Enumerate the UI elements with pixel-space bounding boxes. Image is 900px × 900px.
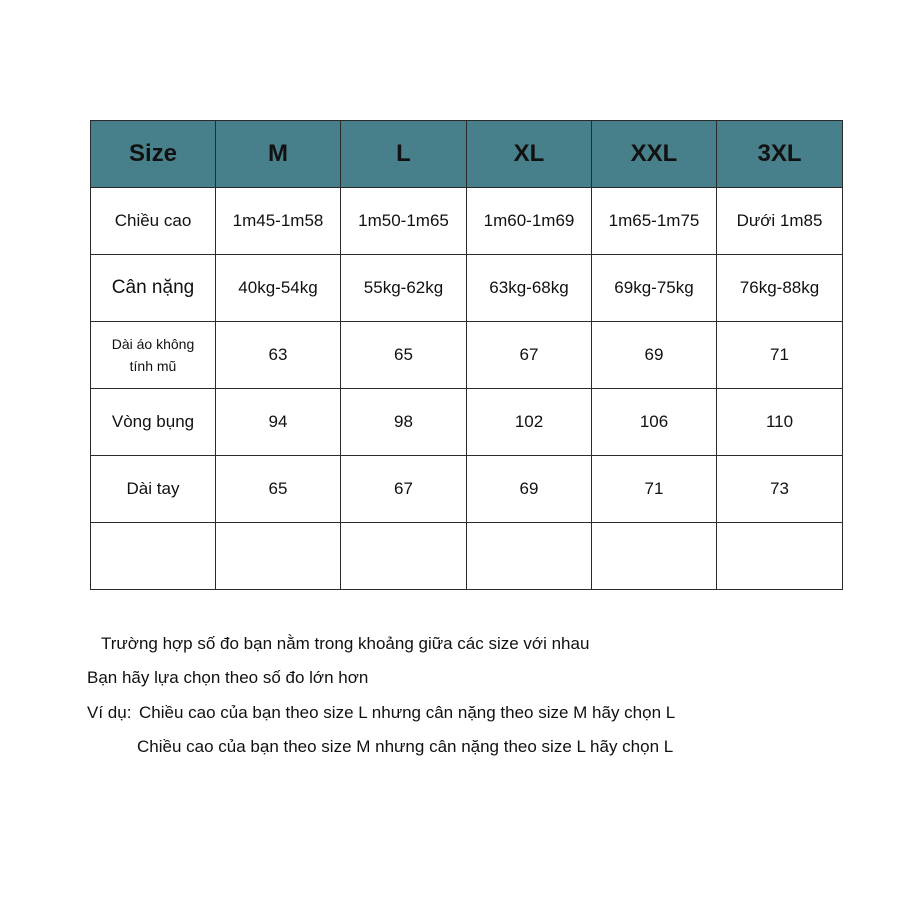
cell-value: 55kg-62kg — [341, 255, 467, 322]
cell-value: Dưới 1m85 — [717, 188, 843, 255]
cell-value: 1m50-1m65 — [341, 188, 467, 255]
cell-value: 106 — [592, 389, 717, 456]
row-weight — [91, 255, 843, 322]
header-row — [91, 121, 843, 188]
row-shirt-length — [91, 322, 843, 389]
row-label-shirt-length — [91, 322, 216, 389]
cell-value: 65 — [216, 456, 341, 523]
empty-cell — [341, 523, 467, 590]
header-size-m: M — [216, 121, 341, 188]
size-chart-table — [90, 120, 843, 590]
cell-value: 1m45-1m58 — [216, 188, 341, 255]
row-label-waist: Vòng bụng — [91, 389, 216, 456]
cell-value: 67 — [341, 456, 467, 523]
cell-value: 63kg-68kg — [467, 255, 592, 322]
empty-cell — [467, 523, 592, 590]
cell-value: 65 — [341, 322, 467, 389]
example-line-2: Chiều cao của bạn theo size M nhưng cân nặng theo size L hãy chọn L — [137, 737, 674, 756]
cell-value: 102 — [467, 389, 592, 456]
example-label: Ví dụ: — [87, 703, 132, 722]
header-size-l: L — [341, 121, 467, 188]
note-line-2: Bạn hãy lựa chọn theo số đo lớn hơn — [87, 668, 369, 687]
cell-value: 63 — [216, 322, 341, 389]
header-size-xxl: XXL — [592, 121, 717, 188]
row-label-line1: Dài áo không — [111, 336, 195, 352]
row-height — [91, 188, 843, 255]
cell-value: 67 — [467, 322, 592, 389]
cell-value: 69 — [592, 322, 717, 389]
cell-value: 69 — [467, 456, 592, 523]
cell-value: 40kg-54kg — [216, 255, 341, 322]
row-empty — [91, 523, 843, 590]
row-label-line2: tính mũ — [129, 358, 177, 374]
row-label-weight: Cân nặng — [91, 255, 216, 322]
cell-value: 110 — [717, 389, 843, 456]
cell-value: 73 — [717, 456, 843, 523]
cell-value: 71 — [717, 322, 843, 389]
row-waist — [91, 389, 843, 456]
cell-value: 71 — [592, 456, 717, 523]
header-size-label: Size — [91, 121, 216, 188]
row-label-sleeve-length: Dài tay — [91, 456, 216, 523]
cell-value: 76kg-88kg — [717, 255, 843, 322]
cell-value: 98 — [341, 389, 467, 456]
note-line-1: Trường hợp số đo bạn nằm trong khoảng giữa các size với nhau — [101, 634, 590, 653]
cell-value: 1m65-1m75 — [592, 188, 717, 255]
row-label-height: Chiều cao — [91, 188, 216, 255]
empty-cell — [216, 523, 341, 590]
example-line-1: Chiều cao của bạn theo size L nhưng cân nặng theo size M hãy chọn L — [139, 703, 676, 722]
empty-cell — [91, 523, 216, 590]
cell-value: 1m60-1m69 — [467, 188, 592, 255]
header-size-xl: XL — [467, 121, 592, 188]
cell-value: 94 — [216, 389, 341, 456]
cell-value: 69kg-75kg — [592, 255, 717, 322]
row-sleeve-length — [91, 456, 843, 523]
empty-cell — [717, 523, 843, 590]
header-size-3xl: 3XL — [717, 121, 843, 188]
empty-cell — [592, 523, 717, 590]
